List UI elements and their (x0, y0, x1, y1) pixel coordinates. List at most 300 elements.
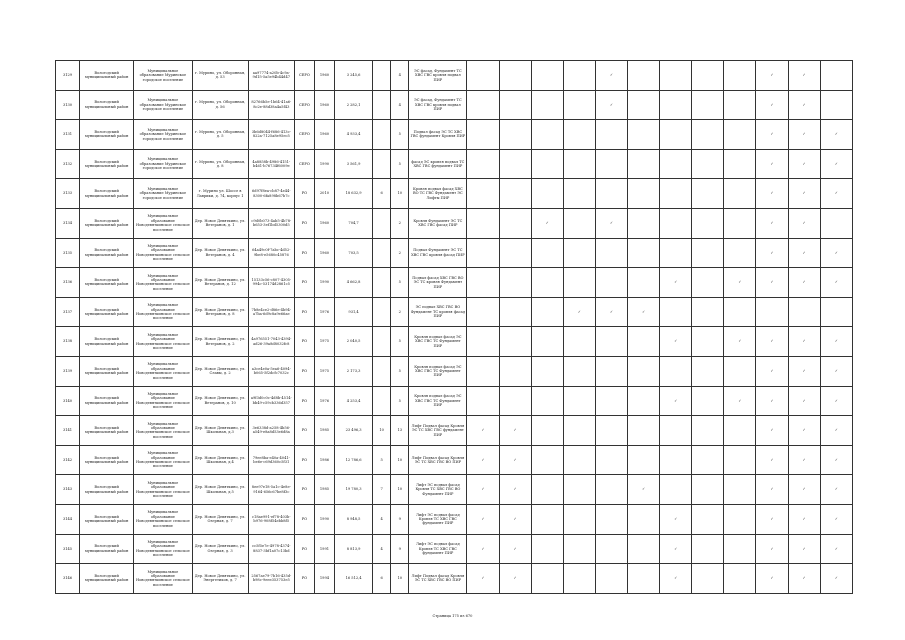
work-check-cell (563, 504, 595, 534)
work-check-cell (788, 564, 820, 594)
work-check-cell (531, 120, 563, 150)
works-cell: Кровля подвал фасад ЭС ХВС ГВС ТС Фундамент ПИР (409, 327, 467, 357)
work-check-cell (660, 564, 692, 594)
work-check-cell (756, 179, 788, 209)
checkmark-icon: ✓ (674, 517, 678, 521)
work-check-cell (595, 504, 627, 534)
address-cell: Дер. Новое Девяткино, ул. Ветеранов, д. 1 (192, 208, 248, 238)
work-check-cell (820, 90, 852, 120)
row-id: 3143 (56, 475, 80, 505)
house-code-cell: аа97774-a20b-4c9a-9d15-5a5e94b44d47 (248, 61, 294, 91)
area-cell: 12 786,6 (335, 445, 373, 475)
table-row (56, 327, 853, 357)
table-row (56, 564, 853, 594)
table-row (56, 120, 853, 150)
house-code-cell: 6d97f8ea-cb87-4e44-8300-6fa898b67b7c (248, 179, 294, 209)
checkmark-icon: ✓ (481, 428, 485, 433)
municipality-cell: Муниципальное образование Новодевяткинское сельское поселение (134, 327, 192, 357)
address-cell: Дер. Новое Девяткино, ул. Ветеранов, д. 10 (192, 386, 248, 416)
work-check-cell (499, 268, 531, 298)
year-cell: 1986 (314, 445, 334, 475)
work-check-cell (595, 534, 627, 564)
house-code-cell: 7b8e4ce2-d86e-4b94-a7ba-6d9c8a9e66ae (248, 297, 294, 327)
house-code-cell: 3e6338d-a258-4b56-a549-e8a8d53e6d8a (248, 416, 294, 446)
work-check-cell (467, 475, 499, 505)
checkmark-icon: ✓ (770, 517, 774, 521)
work-check-cell (788, 475, 820, 505)
work-check-cell (467, 90, 499, 120)
work-check-cell (628, 208, 660, 238)
work-check-cell (563, 238, 595, 268)
checkmark-icon: ✓ (738, 339, 742, 344)
work-check-cell (692, 564, 724, 594)
municipality-cell: Муниципальное образование Новодевяткинское сельское поселение (134, 268, 192, 298)
checkmark-icon: ✓ (802, 250, 806, 255)
municipality-cell: Муниципальное образование Новодевяткинское сельское поселение (134, 386, 192, 416)
lift-count-cell (373, 327, 391, 357)
work-check-cell (531, 61, 563, 91)
fund-type-cell: РО (294, 268, 314, 298)
work-check-cell (756, 356, 788, 386)
work-check-cell (724, 416, 756, 446)
work-check-cell (628, 179, 660, 209)
row-id: 3141 (56, 416, 80, 446)
table-row (56, 356, 853, 386)
year-cell: 1985 (314, 416, 334, 446)
checkmark-icon: ✓ (770, 280, 774, 285)
work-check-cell (563, 179, 595, 209)
work-check-cell (692, 504, 724, 534)
checkmark-icon: ✓ (513, 546, 517, 551)
floors-cell: 5 (391, 327, 409, 357)
district-cell: Вологодский муниципальный район (80, 386, 134, 416)
year-cell: 1990 (314, 149, 334, 179)
work-check-cell (499, 120, 531, 150)
checkmark-icon: ✓ (834, 191, 838, 196)
address-cell: Дер. Новое Девяткино, ул. Энергетиков, д. 7 (192, 564, 248, 594)
house-code-cell: 3b6d8044-f686-413c-822a-7125a8e95ec5 (248, 120, 294, 150)
work-check-cell (531, 475, 563, 505)
work-check-cell (499, 386, 531, 416)
year-cell: 1985 (314, 475, 334, 505)
floors-cell: 5 (391, 268, 409, 298)
work-check-cell (692, 327, 724, 357)
work-check-cell (756, 268, 788, 298)
work-check-cell (756, 445, 788, 475)
works-cell: Подвал Фундамент ЭС ТС ХВС ГВС кровля фасад ПИР (409, 238, 467, 268)
year-cell: 1960 (314, 120, 334, 150)
work-check-cell (628, 90, 660, 120)
work-check-cell (820, 179, 852, 209)
year-cell: 1976 (314, 297, 334, 327)
work-check-cell (788, 356, 820, 386)
checkmark-icon: ✓ (481, 546, 485, 551)
house-code-cell: a3ce4e0a-5ea6-4094-b065-5f2dcfc7032c (248, 356, 294, 386)
district-cell: Вологодский муниципальный район (80, 475, 134, 505)
fund-type-cell: РО (294, 208, 314, 238)
lift-count-cell (373, 208, 391, 238)
work-check-cell (692, 445, 724, 475)
area-cell: 2 173,3 (335, 356, 373, 386)
work-check-cell (531, 149, 563, 179)
work-check-cell (499, 327, 531, 357)
work-check-cell (499, 504, 531, 534)
work-check-cell (499, 534, 531, 564)
fund-type-cell: РО (294, 327, 314, 357)
work-check-cell (595, 445, 627, 475)
work-check-cell (467, 445, 499, 475)
municipality-cell: Муниципальное образование Муринское городское поселение (134, 120, 192, 150)
checkmark-icon: ✓ (674, 280, 678, 285)
checkmark-icon: ✓ (802, 576, 806, 581)
lift-count-cell: 7 (373, 475, 391, 505)
work-check-cell (595, 238, 627, 268)
lift-count-cell (373, 90, 391, 120)
checkmark-icon: ✓ (770, 428, 774, 433)
house-code-cell: 15133c56-c807-4305-994c-53174d2861c5 (248, 268, 294, 298)
work-check-cell (595, 90, 627, 120)
checkmark-icon: ✓ (802, 398, 806, 403)
year-cell: 1960 (314, 90, 334, 120)
work-check-cell (820, 297, 852, 327)
checkmark-icon: ✓ (642, 309, 646, 314)
work-check-cell (756, 386, 788, 416)
work-check-cell (820, 327, 852, 357)
address-cell: г. Мурино, ул. Оборонная, д. 8 (192, 149, 248, 179)
district-cell: Вологодский муниципальный район (80, 504, 134, 534)
checkmark-icon: ✓ (802, 102, 806, 107)
work-check-cell (724, 268, 756, 298)
work-check-cell (595, 386, 627, 416)
works-cell: Лифт ЭС подвал фасад Кровля ТС ХВС ГВС фундамент ПИР (409, 534, 467, 564)
work-check-cell (628, 475, 660, 505)
work-check-cell (628, 564, 660, 594)
works-cell: Кровля подвал фасад ЭС ХВС ГВС ТС Фундамент ПИР (409, 356, 467, 386)
work-check-cell (692, 90, 724, 120)
work-check-cell (628, 238, 660, 268)
work-check-cell (628, 268, 660, 298)
house-code-cell: 2567ae79-7b16-435d-b98c-9eee353753e5 (248, 564, 294, 594)
year-cell: 1991 (314, 534, 334, 564)
row-id: 3135 (56, 238, 80, 268)
table-row (56, 534, 853, 564)
work-check-cell (499, 179, 531, 209)
checkmark-icon: ✓ (577, 309, 581, 314)
municipality-cell: Муниципальное образование Муринское городское поселение (134, 61, 192, 91)
district-cell: Вологодский муниципальный район (80, 268, 134, 298)
work-check-cell (628, 149, 660, 179)
floors-cell: 5 (391, 386, 409, 416)
table-row (56, 297, 853, 327)
house-code-cell: 82766b5e-1b64-41a6-8c2e-88d38a4a5f43 (248, 90, 294, 120)
work-check-cell (692, 475, 724, 505)
work-check-cell (788, 208, 820, 238)
work-check-cell (499, 445, 531, 475)
address-cell: г. Мурино, ул. Оборонная, д. 56 (192, 90, 248, 120)
municipality-cell: Муниципальное образование Новодевяткинское сельское поселение (134, 208, 192, 238)
lift-count-cell (373, 297, 391, 327)
floors-cell: 5 (391, 149, 409, 179)
checkmark-icon: ✓ (802, 161, 806, 166)
table-row (56, 179, 853, 209)
district-cell: Вологодский муниципальный район (80, 297, 134, 327)
work-check-cell (531, 327, 563, 357)
work-check-cell (499, 416, 531, 446)
checkmark-icon: ✓ (674, 339, 678, 344)
work-check-cell (660, 61, 692, 91)
work-check-cell (660, 504, 692, 534)
work-check-cell (820, 416, 852, 446)
work-check-cell (660, 297, 692, 327)
work-check-cell (788, 416, 820, 446)
work-check-cell (467, 120, 499, 150)
checkmark-icon: ✓ (513, 487, 517, 492)
checkmark-icon: ✓ (513, 517, 517, 521)
area-cell: 4 662,8 (335, 268, 373, 298)
work-check-cell (563, 149, 595, 179)
fund-type-cell: СЕРО (294, 149, 314, 179)
checkmark-icon: ✓ (609, 102, 613, 107)
row-id: 3134 (56, 208, 80, 238)
work-check-cell (628, 386, 660, 416)
checkmark-icon: ✓ (834, 398, 838, 403)
work-check-cell (724, 356, 756, 386)
work-check-cell (820, 475, 852, 505)
floors-cell: 2 (391, 208, 409, 238)
table-row (56, 386, 853, 416)
work-check-cell (756, 534, 788, 564)
house-code-cell: c18ae991-ef78-403b-b976-908f54ebb8f5 (248, 504, 294, 534)
table-row (56, 90, 853, 120)
work-check-cell (628, 416, 660, 446)
district-cell: Вологодский муниципальный район (80, 208, 134, 238)
address-cell: Дер. Новое Девяткино, ул. Школьная, д.4 (192, 445, 248, 475)
work-check-cell (820, 356, 852, 386)
checkmark-icon: ✓ (609, 309, 613, 314)
work-check-cell (692, 120, 724, 150)
address-cell: Дер. Новое Девяткино, ул. Озерная, д. 3 (192, 534, 248, 564)
work-check-cell (531, 564, 563, 594)
work-check-cell (724, 564, 756, 594)
work-check-cell (531, 268, 563, 298)
work-check-cell (788, 504, 820, 534)
district-cell: Вологодский муниципальный район (80, 356, 134, 386)
checkmark-icon: ✓ (481, 576, 485, 581)
checkmark-icon: ✓ (770, 250, 774, 255)
house-code-cell: 79ee8ba-e40a-4041-be6e-c69d360c5f31 (248, 445, 294, 475)
work-check-cell (499, 297, 531, 327)
checkmark-icon: ✓ (834, 546, 838, 551)
work-check-cell (724, 386, 756, 416)
checkmark-icon: ✓ (802, 457, 806, 462)
work-check-cell (499, 238, 531, 268)
work-check-cell (820, 120, 852, 150)
checkmark-icon: ✓ (738, 280, 742, 285)
lift-count-cell: 10 (373, 416, 391, 446)
work-check-cell (788, 445, 820, 475)
checkmark-icon: ✓ (770, 191, 774, 196)
row-id: 3138 (56, 327, 80, 357)
work-check-cell (788, 120, 820, 150)
floors-cell: 10 (391, 564, 409, 594)
year-cell: 1990 (314, 504, 334, 534)
work-check-cell (499, 208, 531, 238)
work-check-cell (788, 386, 820, 416)
table-row (56, 149, 853, 179)
work-check-cell (531, 504, 563, 534)
work-check-cell (531, 179, 563, 209)
district-cell: Вологодский муниципальный район (80, 179, 134, 209)
work-check-cell (499, 61, 531, 91)
work-check-cell (563, 445, 595, 475)
work-check-cell (692, 61, 724, 91)
row-id: 3136 (56, 268, 80, 298)
work-check-cell (756, 564, 788, 594)
work-check-cell (467, 238, 499, 268)
work-check-cell (724, 120, 756, 150)
checkmark-icon: ✓ (802, 339, 806, 344)
work-check-cell (788, 61, 820, 91)
work-check-cell (595, 149, 627, 179)
work-check-cell (692, 386, 724, 416)
work-check-cell (595, 416, 627, 446)
checkmark-icon: ✓ (802, 132, 806, 137)
floors-cell: 13 (391, 416, 409, 446)
work-check-cell (563, 297, 595, 327)
work-check-cell (660, 120, 692, 150)
lift-count-cell (373, 120, 391, 150)
work-check-cell (467, 61, 499, 91)
year-cell: 1960 (314, 208, 334, 238)
row-id: 3139 (56, 356, 80, 386)
work-check-cell (820, 445, 852, 475)
checkmark-icon: ✓ (738, 398, 742, 403)
year-cell: 2010 (314, 179, 334, 209)
work-check-cell (595, 120, 627, 150)
work-check-cell (467, 504, 499, 534)
work-check-cell (820, 61, 852, 91)
checkmark-icon: ✓ (834, 250, 838, 255)
checkmark-icon: ✓ (802, 487, 806, 492)
checkmark-icon: ✓ (770, 398, 774, 403)
work-check-cell (467, 327, 499, 357)
fund-type-cell: РО (294, 416, 314, 446)
works-cell: Лифт Подвал фасад Кровля ЭС ТС ХВС ГВС ВО ПИР (409, 564, 467, 594)
work-check-cell (628, 61, 660, 91)
address-cell: Дер. Новое Девяткино, ул. Озерная, д. 7 (192, 504, 248, 534)
table-row (56, 416, 853, 446)
checkmark-icon: ✓ (513, 457, 517, 462)
fund-type-cell: РО (294, 475, 314, 505)
work-check-cell (820, 534, 852, 564)
checkmark-icon: ✓ (770, 161, 774, 166)
area-cell: 3 245,6 (335, 61, 373, 91)
work-check-cell (563, 61, 595, 91)
row-id: 3132 (56, 149, 80, 179)
checkmark-icon: ✓ (834, 457, 838, 462)
checkmark-icon: ✓ (834, 369, 838, 374)
work-check-cell (595, 179, 627, 209)
area-cell: 4 253,4 (335, 386, 373, 416)
work-check-cell (499, 475, 531, 505)
work-check-cell (756, 208, 788, 238)
municipality-cell: Муниципальное образование Новодевяткинское сельское поселение (134, 356, 192, 386)
checkmark-icon: ✓ (770, 576, 774, 581)
fund-type-cell: РО (294, 445, 314, 475)
checkmark-icon: ✓ (770, 546, 774, 551)
address-cell: Дер. Новое Девяткино, ул. Школьная, д.5 (192, 475, 248, 505)
work-check-cell (595, 61, 627, 91)
table-row (56, 445, 853, 475)
floors-cell: 2 (391, 238, 409, 268)
work-check-cell (820, 504, 852, 534)
work-check-cell (660, 149, 692, 179)
work-check-cell (531, 386, 563, 416)
work-check-cell (531, 356, 563, 386)
row-id: 3137 (56, 297, 80, 327)
work-check-cell (756, 149, 788, 179)
district-cell: Вологодский муниципальный район (80, 327, 134, 357)
lift-count-cell: 5 (373, 445, 391, 475)
row-id: 3142 (56, 445, 80, 475)
municipality-cell: Муниципальное образование Новодевяткинское сельское поселение (134, 297, 192, 327)
floors-cell: 5 (391, 356, 409, 386)
works-cell: Подвал фасад ХВС ГВС ВО ЭС ТС кровля Фундамент ПИР (409, 268, 467, 298)
works-cell: Лифт Подвал фасад Кровля ЭС ТС ХВС ГВС ВО ПИР (409, 445, 467, 475)
work-check-cell (756, 90, 788, 120)
address-cell: Дер. Новое Девяткино, ул. Славы, д. 2 (192, 356, 248, 386)
work-check-cell (788, 179, 820, 209)
work-check-cell (692, 297, 724, 327)
work-check-cell (563, 327, 595, 357)
work-check-cell (595, 297, 627, 327)
work-check-cell (531, 445, 563, 475)
work-check-cell (660, 179, 692, 209)
fund-type-cell: РО (294, 504, 314, 534)
row-id: 3129 (56, 61, 80, 91)
municipality-cell: Муниципальное образование Новодевяткинское сельское поселение (134, 504, 192, 534)
checkmark-icon: ✓ (834, 339, 838, 344)
work-check-cell (563, 268, 595, 298)
year-cell: 1976 (314, 386, 334, 416)
works-cell: Лифт ЭС подвал фасад Кровля ТС ХВС ГВС фундамент ПИР (409, 504, 467, 534)
work-check-cell (820, 238, 852, 268)
district-cell: Вологодский муниципальный район (80, 120, 134, 150)
district-cell: Вологодский муниципальный район (80, 238, 134, 268)
fund-type-cell: РО (294, 356, 314, 386)
fund-type-cell: СЕРО (294, 120, 314, 150)
district-cell: Вологодский муниципальный район (80, 564, 134, 594)
work-check-cell (724, 475, 756, 505)
work-check-cell (628, 356, 660, 386)
row-id: 3145 (56, 534, 80, 564)
work-check-cell (595, 564, 627, 594)
work-check-cell (563, 534, 595, 564)
checkmark-icon: ✓ (481, 487, 485, 492)
fund-type-cell: РО (294, 564, 314, 594)
work-check-cell (628, 445, 660, 475)
work-check-cell (692, 179, 724, 209)
lift-count-cell: 6 (373, 179, 391, 209)
area-cell: 703,5 (335, 238, 373, 268)
row-id: 3144 (56, 504, 80, 534)
checkmark-icon: ✓ (834, 161, 838, 166)
district-cell: Вологодский муниципальный район (80, 416, 134, 446)
work-check-cell (628, 297, 660, 327)
work-check-cell (467, 297, 499, 327)
work-check-cell (628, 534, 660, 564)
work-check-cell (563, 90, 595, 120)
